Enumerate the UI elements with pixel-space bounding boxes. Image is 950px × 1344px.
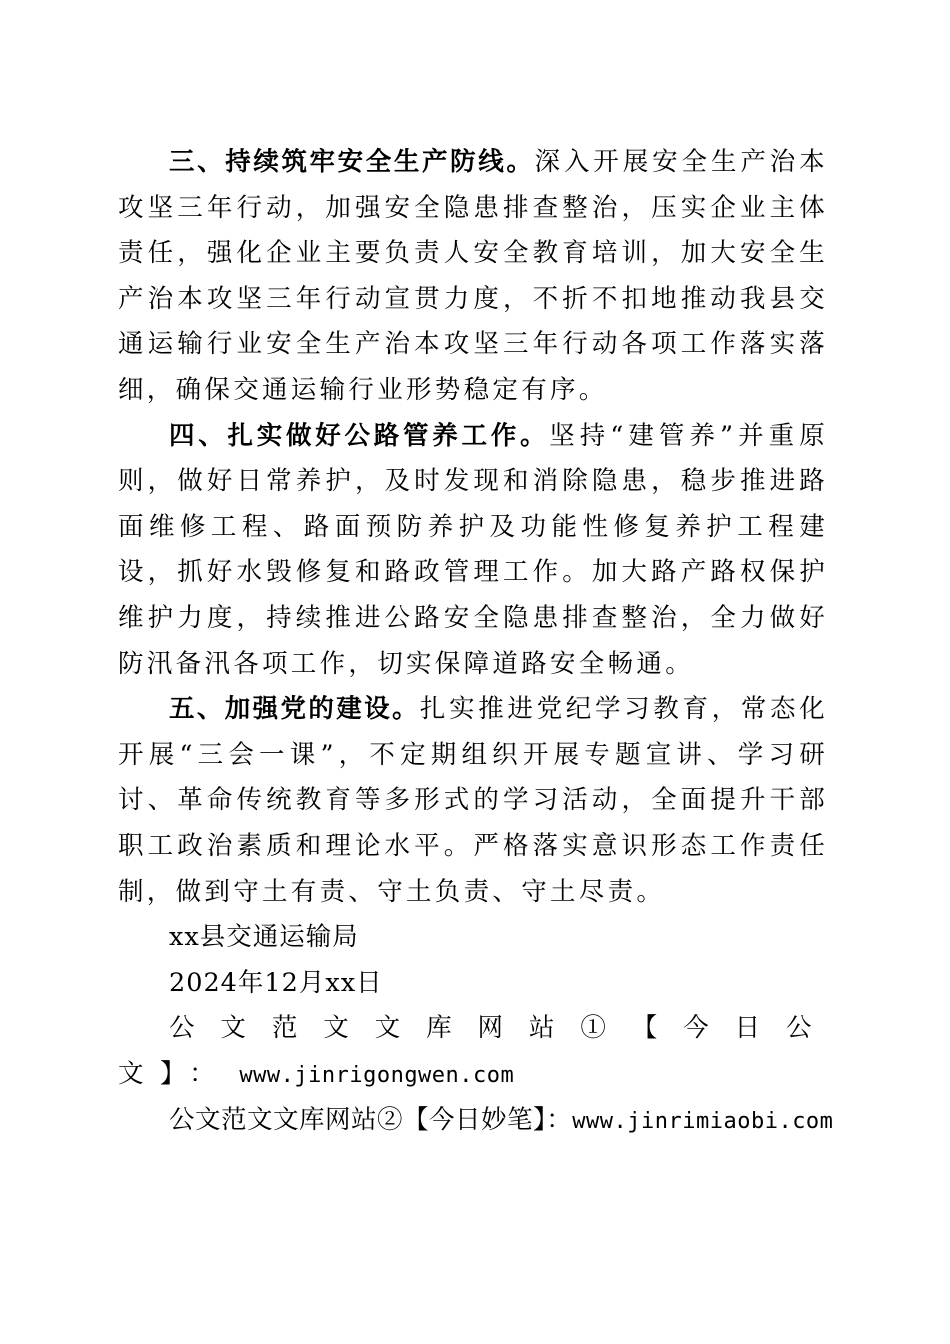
signature-date: 2024年12月xx日 [169,967,383,998]
paragraph-party-building [118,687,828,915]
paragraph-road-maintenance [118,414,828,688]
paragraph-body: 坚持“建管养”并重原则，做好日常养护，及时发现和消除隐患，稳步推进路面维修工程、路面预防养护及功能性修复养护工程建设，抓好水毁修复和路政管理工作。加大路产路权保护维护力度，持续推进公路安全隐患排查整治，全力做好防汛备汛各项工作，切实保障道路安全畅通。 [118,420,828,679]
paragraph-heading: 五、加强党的建设。 [169,694,420,725]
signature-organization: xx县交通运输局 [169,922,359,953]
paragraph-heading: 四、扎实做好公路管养工作。 [169,420,550,451]
paragraph-safety [118,140,828,414]
website-url[interactable]: www.jinrimiaobi.com [572,1109,834,1135]
paragraph-heading: 三、持续筑牢安全生产防线。 [169,147,535,177]
website-label: 公文范文文库网站②【今日妙笔】： [169,1105,573,1136]
paragraph-body: 扎实推进党纪学习教育，常态化开展“三会一课”，不定期组织开展专题宣讲、学习研讨、革命传统教育等多形式的学习活动，全面提升干部职工政治素质和理论水平。严格落实意识形态工作责任制，做到守土有责、守土负责、守土尽责。 [118,694,828,907]
website-line-2 [118,1098,834,1145]
document-page [118,140,834,1145]
website-url[interactable]: www.jinrigongwen.com [239,1062,515,1088]
website-line-1 [118,1006,828,1098]
website-label: 公文范文文库网站①【今日公文】： [118,1013,828,1089]
paragraph-body: 深入开展安全生产治本攻坚三年行动，加强安全隐患排查整治，压实企业主体责任，强化企业主要负责人安全教育培训，加大安全生产治本攻坚三年行动宣贯力度，不折不扣地推动我县交通运输行业安全生产治本攻坚三年行动各项工作落实落细，确保交通运输行业形势稳定有序。 [118,147,828,405]
